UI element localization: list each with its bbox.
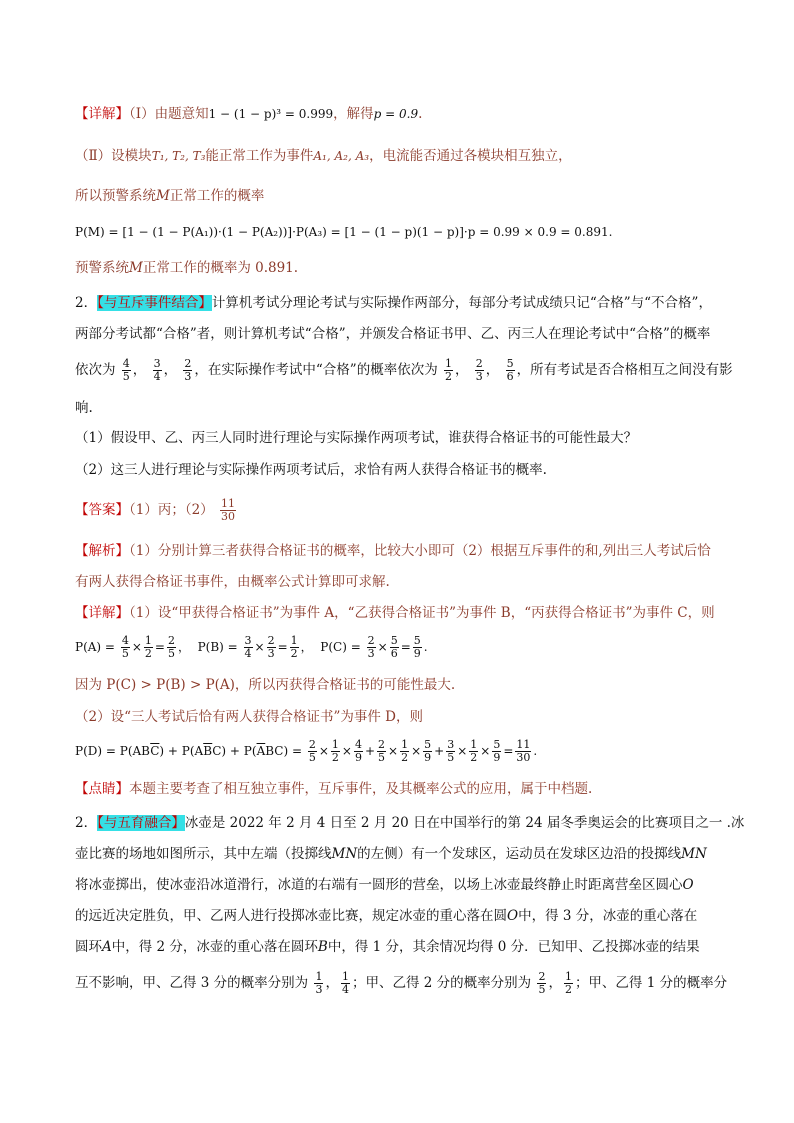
answer-tag: 【答案】	[75, 502, 129, 518]
q3-line-3: 将冰壶掷出，使冰壶沿冰道滑行，冰道的右端有一圆形的营垒，以场上冰壶最终静止时距离营垒区圆心O	[75, 877, 694, 893]
detail-line-2: （Ⅱ）设模块T₁, T₂, T₃能正常工作为事件A₁, A₂, A₃，电流能否通过各模块相互独立，	[75, 148, 572, 164]
q2-pd-formula: $P(D) = P(AB\overline{C}) + P(A\overline{B}C) + P(\overline{A}BC)$ = $\frac{2}{5}$ × $\frac{1}{2}$ × $\frac{4}{9}$ + $\frac{2}{5}$ × $\frac{1}{2}$ × $\frac{5}{9}$ + $\frac{3}{5}$ × $\frac{1}{2}$ × $\frac{5}{9}$ = $\frac{11}{30}$ .	[75, 738, 538, 764]
fraction: $\frac{3}{4}$	[153, 357, 161, 383]
q3-line-6: 互不影响，甲、乙得 3 分的概率分别为 $\frac{1}{3}$ ， $\frac{1}{4}$ ；甲、乙得 2 分的概率分别为 $\frac{2}{5}$ ， $\frac{1}{2}$ ；甲、乙得 1 分的概率分	[75, 970, 728, 996]
q3-line-5: 圆环A中，得 2 分，冰壶的重心落在圆环B中，得 1 分，其余情况均得 0 分．已知甲、乙投掷冰壶的结果	[75, 939, 700, 955]
fraction: $\frac{11}{30}$	[220, 497, 235, 523]
q2-remark: 【点睛】本题主要考查了相互独立事件，互斥事件，及其概率公式的应用，属于中档题.	[75, 781, 593, 797]
q2-probabilities: P(A) = $\frac{4}{5}$ × $\frac{1}{2}$ = $\frac{2}{5}$ ， P(B) = $\frac{3}{4}$ × $\frac{2}{3}$ = $\frac{1}{2}$ ， P(C) = $\frac{2}{3}$ × $\frac{5}{6}$ = $\frac{5}{9}$ .	[75, 634, 428, 660]
analysis-tag: 【解析】	[75, 543, 129, 559]
q2-sub-2: （2）这三人进行理论与实际操作两项考试后，求恰有两人获得合格证书的概率.	[75, 462, 547, 478]
q3-line-1: 2．【与五育融合】冰壶是 2022 年 2 月 4 日至 2 月 20 日在中国举行的第 24 届冬季奥运会的比赛项目之一 .冰	[75, 815, 745, 831]
fraction: $\frac{4}{5}$	[122, 357, 130, 383]
fraction: $\frac{5}{6}$	[506, 357, 514, 383]
q2-number: 2．	[75, 295, 98, 311]
detail-line-5: 预警系统M正常工作的概率为 0.891.	[75, 260, 299, 276]
q2-line-1: 2．【与互斥事件结合】计算机考试分理论考试与实际操作两部分，每部分考试成绩只记“合格”与“不合格”，	[75, 295, 712, 311]
q3-number: 2．	[75, 815, 98, 831]
q2-detail-1: 【详解】（1）设“甲获得合格证书”为事件 A，“乙获得合格证书”为事件 B，“丙获得合格证书”为事件 C，则	[75, 605, 715, 621]
q2-answer: 【答案】（1）丙；（2） $\frac{11}{30}$	[75, 497, 235, 523]
detail-line-3: 所以预警系统M正常工作的概率	[75, 188, 265, 204]
q2-line-3: 依次为 $\frac{4}{5}$ ， $\frac{3}{4}$ ， $\frac{2}{3}$ ，在实际操作考试中“合格”的概率依次为 $\frac{1}{2}$ ， $\frac{2}{3}$ ， $\frac{5}{6}$ ，所有考试是否合格相互之间没有影	[75, 357, 733, 383]
q3-line-2: 壶比赛的场地如图所示，其中左端（投掷线MN的左侧）有一个发球区，运动员在发球区边沿的投掷线MN	[75, 846, 707, 862]
detail-tag: 【详解】	[75, 605, 129, 621]
q2-line-2: 两部分考试都“合格”者，则计算机考试“合格”，并颁发合格证书甲、乙、丙三人在理论考试中“合格”的概率	[75, 326, 711, 342]
detail-line-1: 【详解】（Ⅰ）由题意知1 − (1 − p)³ = 0.999，解得p = 0.9.	[75, 106, 423, 122]
q2-because: 因为 P(C) > P(B) > P(A)，所以丙获得合格证书的可能性最大.	[75, 677, 456, 693]
q3-tag: 【与五育融合】	[97, 815, 185, 831]
detail-formula: P(M) = [1 − (1 − P(A₁))·(1 − P(A₂))]·P(A₃) = [1 − (1 − p)(1 − p)]·p = 0.99 × 0.9 = 0.891.	[75, 225, 613, 239]
fraction: $\frac{1}{2}$	[445, 357, 452, 383]
q2-detail-2: （2）设“三人考试后恰有两人获得合格证书”为事件 D，则	[75, 709, 424, 725]
q2-analysis-2: 有两人获得合格证书事件，由概率公式计算即可求解.	[75, 574, 390, 590]
q2-tag: 【与互斥事件结合】	[97, 295, 212, 311]
q3-line-4: 的远近决定胜负，甲、乙两人进行投掷冰壶比赛，规定冰壶的重心落在圆O中，得 3 分，冰壶的重心落在	[75, 908, 698, 924]
q2-analysis-1: 【解析】（1）分别计算三者获得合格证书的概率，比较大小即可（2）根据互斥事件的和,列出三人考试后恰	[75, 543, 711, 559]
remark-tag: 【点睛】	[75, 781, 129, 797]
detail-tag: 【详解】	[75, 106, 129, 122]
fraction: $\frac{2}{3}$	[184, 357, 192, 383]
q2-line-4: 响.	[75, 400, 93, 416]
fraction: $\frac{2}{3}$	[475, 357, 483, 383]
q2-sub-1: （1）假设甲、乙、丙三人同时进行理论与实际操作两项考试，谁获得合格证书的可能性最大？	[75, 430, 638, 446]
